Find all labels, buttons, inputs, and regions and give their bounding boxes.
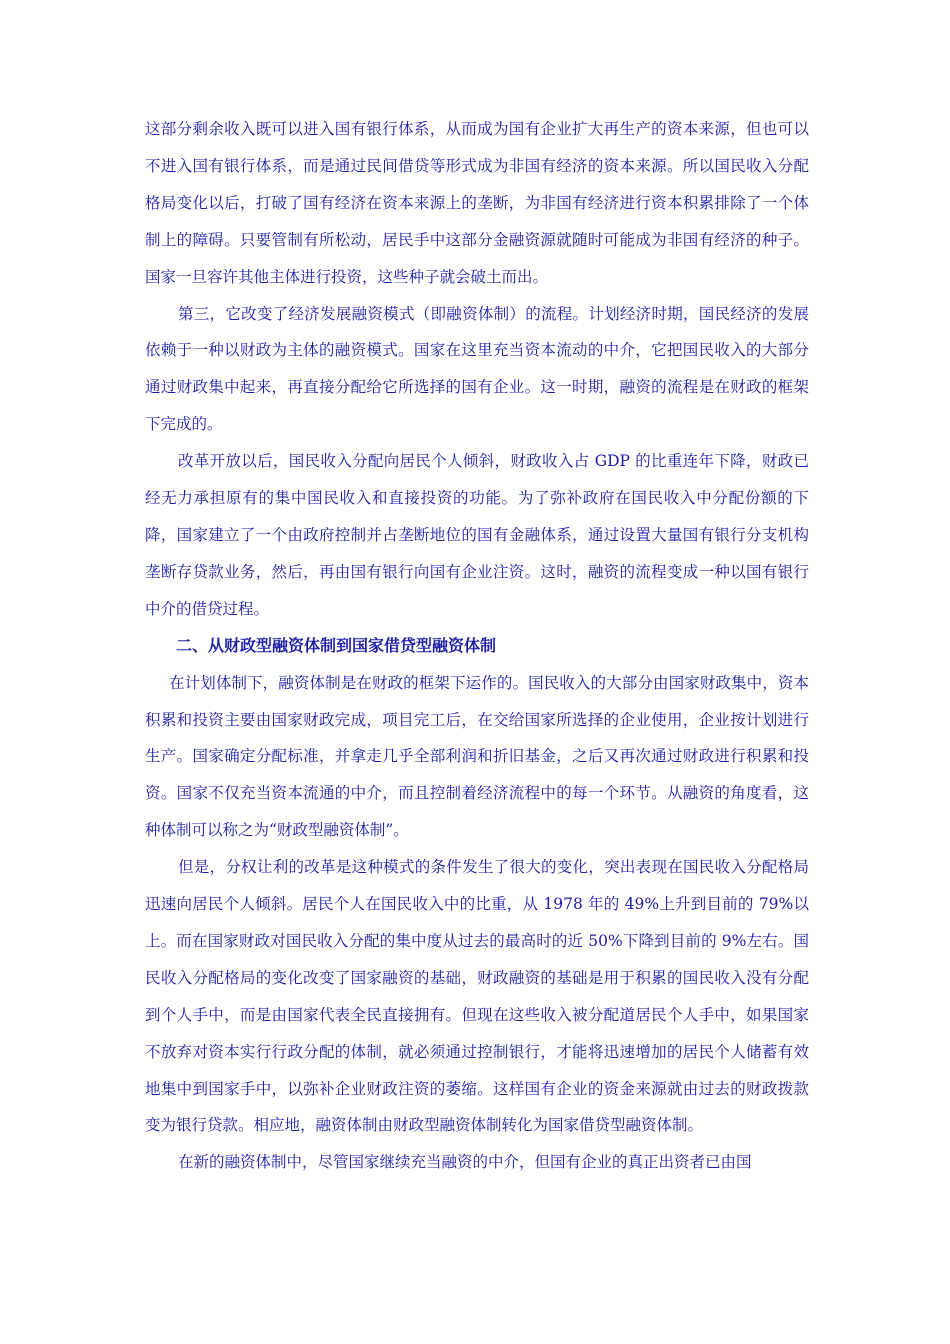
paragraph-financing-flow: 第三，它改变了经济发展融资模式（即融资体制）的流程。计划经济时期，国民经济的发展依赖于一种以财政为主体的融资模式。国家在这里充当资本流动的中介，它把国民收入的大部分通过财政集中起来，再直接分配给它所选择的国有企业。这一时期，融资的流程是在财政的框架下完成的。 — [145, 304, 809, 434]
paragraph-decentralization: 但是，分权让利的改革是这种模式的条件发生了很大的变化，突出表现在国民收入分配格局迅速向居民个人倾斜。居民个人在国民收入中的比重，从 1978 年的 49%上升到目前的 79%以上。而在国家财政对国民收入分配的集中度从过去的最高时的近 50%下降到目前的 9%左右。国民收入分配格局的变化改变了国家融资的基础，财政融资的基础是用于积累的国民收入没有分配到个人手中，而是由国家代表全民直接拥有。但现在这些收入被分配道居民个人手中，如果国家不放弃对资本实行行政分配的体制，就必须通过控制银行，才能将迅速增加的居民个人储蓄有效地集中到国家手中，以弥补企业财政注资的萎缩。这样国有企业的资金来源就由过去的财政拨款变为银行贷款。相应地，融资体制由财政型融资体制转化为国家借贷型融资体制。 — [145, 858, 809, 1135]
paragraph-reform-opening: 改革开放以后，国民收入分配向居民个人倾斜，财政收入占 GDP 的比重连年下降，财政已经无力承担原有的集中国民收入和直接投资的功能。为了弥补政府在国民收入中分配份额的下降，国家建立了一个由政府控制并占垄断地位的国有金融体系，通过设置大量国有银行分支机构垄断存贷款业务，然后，再由国有银行向国有企业注资。这时，融资的流程变成一种以国有银行中介的借贷过程。 — [145, 452, 809, 618]
paragraph-residual-income: 这部分剩余收入既可以进入国有银行体系，从而成为国有企业扩大再生产的资本来源，但也可以不进入国有银行体系，而是通过民间借贷等形式成为非国有经济的资本来源。所以国民收入分配格局变化以后，打破了国有经济在资本来源上的垄断，为非国有经济进行资本积累排除了一个体制上的障碍。只要管制有所松动，居民手中这部分金融资源就随时可能成为非国有经济的种子。国家一旦容许其他主体进行投资，这些种子就会破土而出。 — [145, 120, 809, 286]
section-heading: 二、从财政型融资体制到国家借贷型融资体制 — [176, 635, 497, 655]
paragraph-new-system: 在新的融资体制中，尽管国家继续充当融资的中介，但国有企业的真正出资者已由国 — [178, 1153, 752, 1172]
document-page — [145, 111, 809, 1181]
paragraph-planned-system: 在计划体制下，融资体制是在财政的框架下运作的。国民收入的大部分由国家财政集中，资本积累和投资主要由国家财政完成，项目完工后，在交给国家所选择的企业使用，企业按计划进行生产。国家确定分配标准，并拿走几乎全部利润和折旧基金，之后又再次通过财政进行积累和投资。国家不仅充当资本流通的中介，而且控制着经济流程中的每一个环节。从融资的角度看，这种体制可以称之为“财政型融资体制”。 — [145, 673, 809, 840]
